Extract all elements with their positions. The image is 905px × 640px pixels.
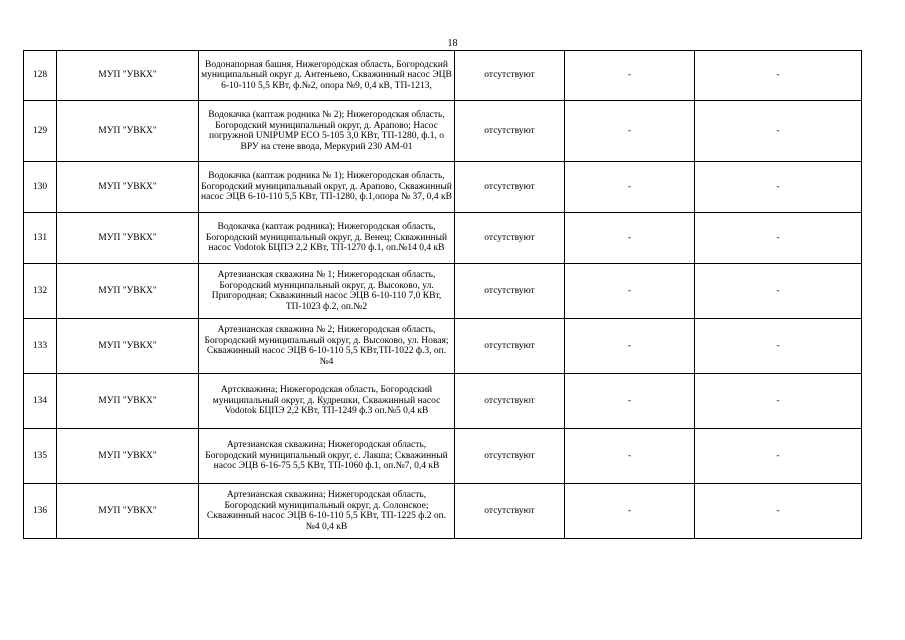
status-cell: отсутствуют [455,213,565,264]
status-cell: отсутствуют [455,484,565,539]
value-cell-b: - [695,319,862,374]
table-row [24,484,862,539]
table-row [24,319,862,374]
status-cell: отсутствуют [455,51,565,101]
value-cell-a: - [565,484,695,539]
value-cell-b: - [695,264,862,319]
table-row [24,429,862,484]
value-cell-a: - [565,374,695,429]
row-number: 136 [24,484,57,539]
organization-cell: МУП "УВКХ" [57,429,199,484]
table-row [24,101,862,162]
value-cell-b: - [695,429,862,484]
object-description-cell: Артскважина; Нижегородская область, Богородский муниципальный округ, д. Кудрешки, Скважинный насос Vodotok БЦПЭ 2,2 КВт, ТП-1249 ф.3 оп.№5 0,4 кВ [199,374,455,429]
status-cell: отсутствуют [455,264,565,319]
organization-cell: МУП "УВКХ" [57,213,199,264]
object-description-cell: Водокачка (каптаж родника № 1); Нижегородская область, Богородский муниципальный округ, д. Арапово, Скважинный насос ЭЦВ 6-10-110 5,5 КВт, ТП-1280, ф.1,опора № 37, 0,4 кВ [199,162,455,213]
value-cell-b: - [695,213,862,264]
value-cell-b: - [695,484,862,539]
status-cell: отсутствуют [455,101,565,162]
object-description-cell: Водокачка (каптаж родника № 2); Нижегородская область, Богородский муниципальный округ, д. Арапово; Насос погружной UNIPUMP ECO 5-105 3,0 КВт, ТП-1280, ф.1, о ВРУ на стене ввода, Меркурий 230 АМ-01 [199,101,455,162]
value-cell-b: - [695,101,862,162]
status-cell: отсутствуют [455,319,565,374]
object-description-cell: Артезианская скважина; Нижегородская область, Богородский муниципальный округ, с. Лакша; Скважинный насос ЭЦВ 6-16-75 5,5 КВт, ТП-1060 ф.1, оп.№7, 0,4 кВ [199,429,455,484]
value-cell-a: - [565,429,695,484]
value-cell-a: - [565,319,695,374]
value-cell-b: - [695,162,862,213]
object-description-cell: Водонапорная башня, Нижегородская область, Богородский муниципальный округ д. Антеньево, Скважинный насос ЭЦВ 6-10-110 5,5 КВт, ф.№2, опора №9, 0,4 кВ, ТП-1213, [199,51,455,101]
organization-cell: МУП "УВКХ" [57,319,199,374]
row-number: 128 [24,51,57,101]
page-number: 18 [447,38,458,49]
object-description-cell: Артезианская скважина № 2; Нижегородская область, Богородский муниципальный округ, д. Высоково, ул. Новая; Скважинный насос ЭЦВ 6-10-110 5,5 КВт,ТП-1022 ф.3, оп.№4 [199,319,455,374]
row-number: 133 [24,319,57,374]
registry-table [23,50,862,539]
value-cell-a: - [565,101,695,162]
table-row [24,162,862,213]
row-number: 129 [24,101,57,162]
object-description-cell: Артезианская скважина; Нижегородская область, Богородский муниципальный округ, д. Солонское; Скважинный насос ЭЦВ 6-10-110 5,5 КВт, ТП-1225 ф.2 оп.№4 0,4 кВ [199,484,455,539]
table-row [24,374,862,429]
object-description-cell: Водокачка (каптаж родника); Нижегородская область, Богородский муниципальный округ, д. Венец; Скважинный насос Vodotok БЦПЭ 2,2 КВт, ТП-1270 ф.1, оп.№14 0,4 кВ [199,213,455,264]
object-description-cell: Артезианская скважина № 1; Нижегородская область, Богородский муниципальный округ, д. Высоково, ул. Пригородная; Скважинный насос ЭЦВ 6-10-110 7,0 КВт, ТП-1023 ф.2, оп.№2 [199,264,455,319]
status-cell: отсутствуют [455,374,565,429]
value-cell-a: - [565,213,695,264]
row-number: 130 [24,162,57,213]
value-cell-a: - [565,264,695,319]
table-row [24,264,862,319]
row-number: 134 [24,374,57,429]
row-number: 131 [24,213,57,264]
organization-cell: МУП "УВКХ" [57,101,199,162]
organization-cell: МУП "УВКХ" [57,484,199,539]
value-cell-a: - [565,51,695,101]
table-row [24,51,862,101]
organization-cell: МУП "УВКХ" [57,51,199,101]
value-cell-a: - [565,162,695,213]
organization-cell: МУП "УВКХ" [57,264,199,319]
row-number: 135 [24,429,57,484]
table-row [24,213,862,264]
value-cell-b: - [695,51,862,101]
organization-cell: МУП "УВКХ" [57,374,199,429]
value-cell-b: - [695,374,862,429]
status-cell: отсутствуют [455,429,565,484]
organization-cell: МУП "УВКХ" [57,162,199,213]
status-cell: отсутствуют [455,162,565,213]
row-number: 132 [24,264,57,319]
